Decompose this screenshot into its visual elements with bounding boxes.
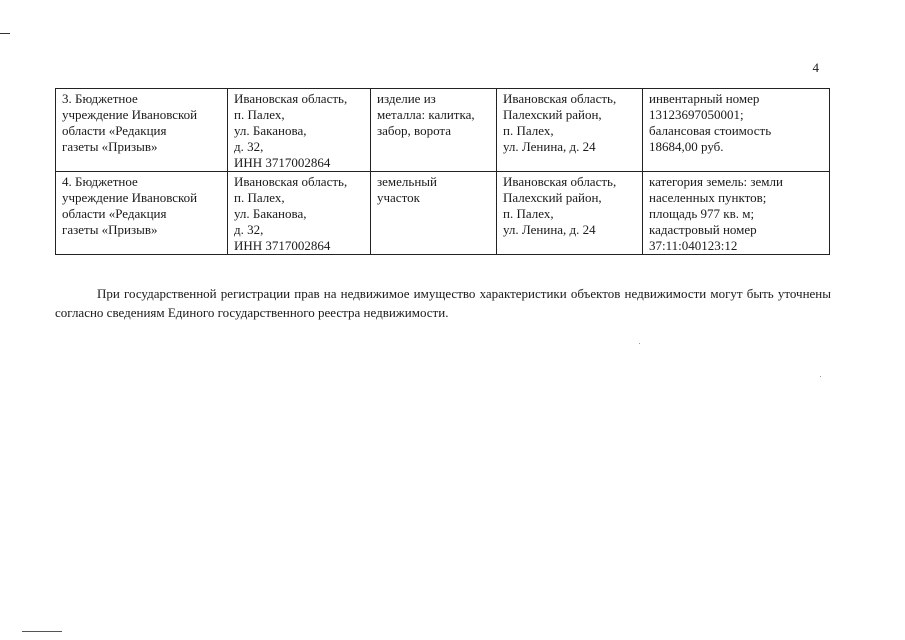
cell-text-line: земельный (377, 174, 437, 189)
cell-text-line: газеты «Призыв» (62, 222, 158, 237)
property-table-body (56, 89, 830, 255)
cell-text-line: изделие из (377, 91, 436, 106)
table-row (56, 172, 830, 255)
cell-text-line: участок (377, 190, 420, 205)
cell-text-line: области «Редакция (62, 123, 167, 138)
cell-text-line: Палехский район, (503, 107, 602, 122)
scan-edge-mark (0, 33, 10, 34)
cell-text-line: 37:11:040123:12 (649, 238, 738, 253)
cell-text-line: кадастровый номер (649, 222, 757, 237)
registration-note: При государственной регистрации прав на недвижимое имущество характеристики объектов недвижимости могут быть уточнены согласно сведениям Единого государственного реестра недвижимости. (55, 286, 831, 320)
property-table (55, 88, 830, 255)
cell-text-line: Ивановская область, (234, 174, 348, 189)
cell-text-line: 3. Бюджетное (62, 91, 138, 106)
cell-text-line: учреждение Ивановской (62, 107, 198, 122)
cell-text-line: ИНН 3717002864 (234, 155, 331, 170)
cell-object-name (371, 89, 497, 172)
cell-holder-address (228, 89, 371, 172)
cell-text-line: п. Палех, (503, 123, 554, 138)
cell-text-line: Ивановская область, (503, 174, 617, 189)
cell-object-name (371, 172, 497, 255)
cell-text-line: п. Палех, (234, 107, 285, 122)
cell-text-line: д. 32, (234, 139, 264, 154)
cell-characteristics (643, 172, 830, 255)
cell-text-line: балансовая стоимость (649, 123, 772, 138)
table-row (56, 89, 830, 172)
cell-text-line: газеты «Призыв» (62, 139, 158, 154)
cell-text-line: ул. Ленина, д. 24 (503, 139, 596, 154)
cell-text-line: населенных пунктов; (649, 190, 767, 205)
cell-text-line: Ивановская область, (503, 91, 617, 106)
cell-text-line: инвентарный номер (649, 91, 760, 106)
cell-holder (56, 172, 228, 255)
page-number: 4 (812, 60, 819, 75)
cell-text-line: 18684,00 руб. (649, 139, 724, 154)
scan-speck (820, 376, 821, 377)
cell-text-line: Палехский район, (503, 190, 602, 205)
cell-text-line: забор, ворота (377, 123, 452, 138)
cell-text-line: учреждение Ивановской (62, 190, 198, 205)
cell-text-line: п. Палех, (234, 190, 285, 205)
cell-object-address (497, 89, 643, 172)
cell-text-line: ул. Баканова, (234, 206, 307, 221)
cell-characteristics (643, 89, 830, 172)
cell-text-line: области «Редакция (62, 206, 167, 221)
scan-edge-mark (22, 631, 62, 632)
cell-text-line: ул. Баканова, (234, 123, 307, 138)
cell-text-line: ул. Ленина, д. 24 (503, 222, 596, 237)
cell-text-line: 4. Бюджетное (62, 174, 138, 189)
cell-text-line: категория земель: земли (649, 174, 783, 189)
cell-text-line: д. 32, (234, 222, 264, 237)
cell-text-line: ИНН 3717002864 (234, 238, 331, 253)
cell-text-line: п. Палех, (503, 206, 554, 221)
cell-text-line: 13123697050001; (649, 107, 744, 122)
cell-object-address (497, 172, 643, 255)
cell-text-line: площадь 977 кв. м; (649, 206, 755, 221)
cell-holder-address (228, 172, 371, 255)
cell-text-line: Ивановская область, (234, 91, 348, 106)
scan-speck (639, 343, 640, 344)
cell-text-line: металла: калитка, (377, 107, 475, 122)
cell-holder (56, 89, 228, 172)
